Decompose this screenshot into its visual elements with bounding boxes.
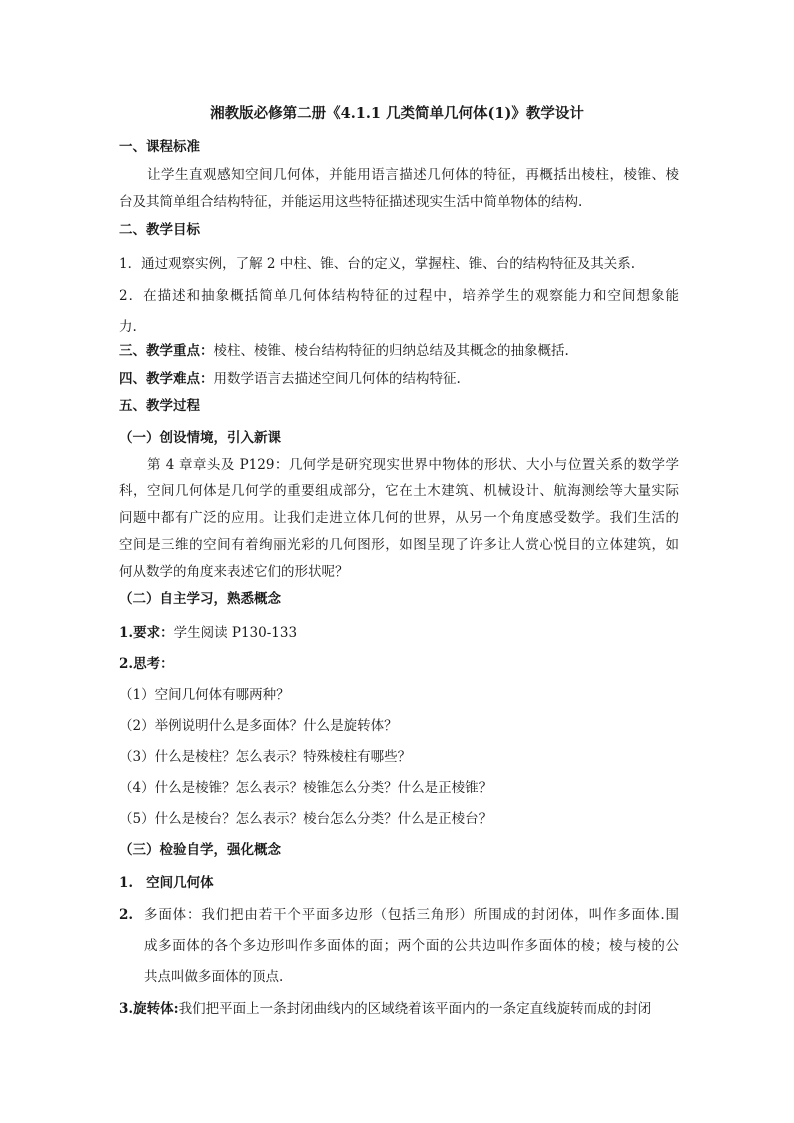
section-4-label: 四、教学难点： xyxy=(119,371,214,387)
question-3: （3）什么是棱柱？怎么表示？特殊棱柱有哪些？ xyxy=(119,749,412,765)
intro-line-3: 问题中都有广泛的应用。让我们走进立体几何的世界，从另一个角度感受数学。我们生活的 xyxy=(119,510,679,526)
concept-2-line-1: 多面体：我们把由若干个平面多边形（包括三角形）所围成的封闭体，叫作多面体.围 xyxy=(144,907,679,923)
section-1-line-1: 让学生直观感知空间几何体，并能用语言描述几何体的特征，再概括出棱柱，棱锥、棱 xyxy=(147,167,679,183)
question-2: （2）举例说明什么是多面体？什么是旋转体？ xyxy=(119,718,398,734)
requirement xyxy=(119,623,679,643)
question-5: （5）什么是棱台？怎么表示？棱台怎么分类？什么是正棱台？ xyxy=(119,811,493,827)
requirement-text: 学生阅读 P130-133 xyxy=(173,625,298,641)
intro-line-4: 空间是三维的空间有着绚丽光彩的几何图形，如图呈现了许多让人赏心悦目的立体建筑，如 xyxy=(119,537,679,553)
concept-1-text: 空间几何体 xyxy=(146,875,214,891)
section-3 xyxy=(119,341,679,361)
intro-line-5: 何从数学的角度来表述它们的形状呢？ xyxy=(119,564,349,580)
concept-3-text: 我们把平面上一条封闭曲线内的区域绕着该平面内的一条定直线旋转而成的封闭 xyxy=(178,1001,652,1017)
question-4: （4）什么是棱锥？怎么表示？棱锥怎么分类？什么是正棱锥？ xyxy=(119,780,493,796)
think-heading: 2.思考： xyxy=(119,656,174,672)
subsection-2-heading: （二）自主学习，熟悉概念 xyxy=(119,591,281,607)
section-2-heading: 二、教学目标 xyxy=(119,222,200,238)
concept-2-line-2: 成多面体的各个多边形叫作多面体的面；两个面的公共边叫作多面体的棱；棱与棱的公 xyxy=(144,938,679,954)
section-4-text: 用数学语言去描述空间几何体的结构特征. xyxy=(213,371,461,387)
question-1: （1）空间几何体有哪两种？ xyxy=(119,687,290,703)
concept-1-number: 1. xyxy=(119,875,134,891)
concept-2-number: 2. xyxy=(119,907,134,923)
document-title: 湘教版必修第二册《4.1.1 几类简单几何体(1)》教学设计 xyxy=(210,105,584,122)
intro-line-2: 科，空间几何体是几何学的重要组成部分，它在土木建筑、机械设计、航海测绘等大量实际 xyxy=(119,483,679,499)
section-1-heading: 一、课程标准 xyxy=(119,139,200,155)
section-3-text: 棱柱、棱锥、棱台结构特征的归纳总结及其概念的抽象概括. xyxy=(213,343,569,359)
section-1-line-2: 台及其简单组合结构特征，并能运用这些特征描述现实生活中简单物体的结构. xyxy=(119,194,583,210)
concept-1 xyxy=(119,873,679,893)
subsection-1-heading: （一）创设情境，引入新课 xyxy=(119,430,281,446)
concept-3-label: 3.旋转体: xyxy=(119,1001,179,1017)
requirement-label: 1.要求： xyxy=(119,625,174,641)
section-4 xyxy=(119,369,679,389)
section-3-label: 三、教学重点： xyxy=(119,343,214,359)
section-5-heading: 五、教学过程 xyxy=(119,398,200,414)
intro-line-1: 第 4 章章头及 P129：几何学是研究现实世界中物体的形状、大小与位置关系的数学学 xyxy=(147,457,679,473)
goal-2-line-2: 力. xyxy=(119,319,137,335)
concept-2-line-3: 共点叫做多面体的顶点. xyxy=(144,969,284,985)
goal-2-line-1: 2．在描述和抽象概括简单几何体结构特征的过程中，培养学生的观察能力和空间想象能 xyxy=(119,288,679,304)
goal-1: 1．通过观察实例，了解 2 中柱、锥、台的定义，掌握柱、锥、台的结构特征及其关系. xyxy=(119,256,636,272)
concept-3 xyxy=(119,999,679,1019)
subsection-3-heading: （三）检验自学，强化概念 xyxy=(119,842,281,858)
